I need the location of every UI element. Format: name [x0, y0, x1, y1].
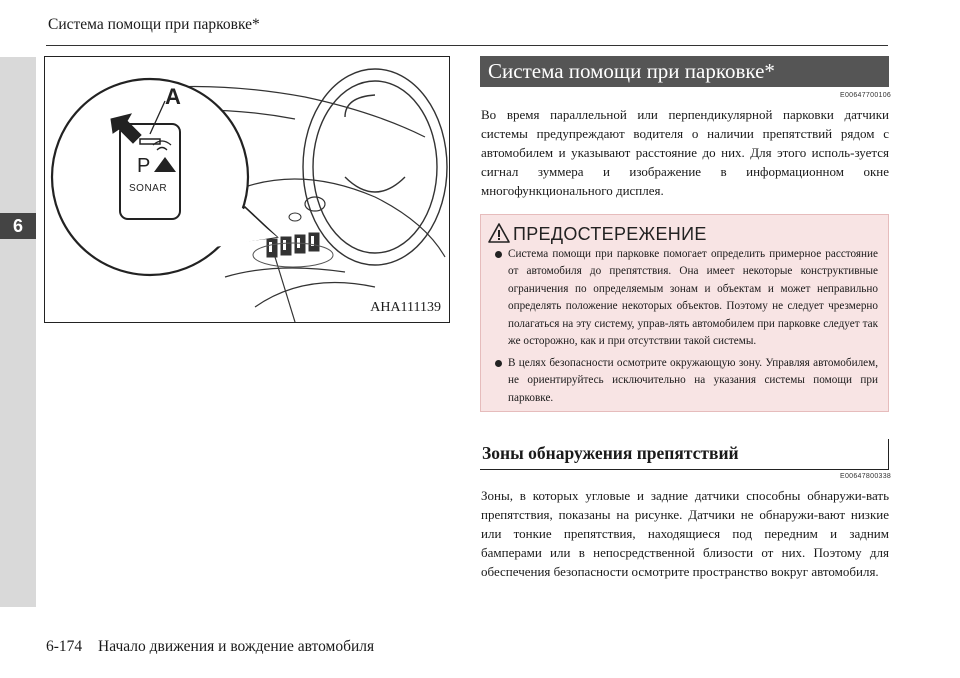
sonar-button-p-label: P: [137, 155, 151, 177]
subsection-title: Зоны обнаружения препятствий: [482, 443, 739, 463]
warning-title: ПРЕДОСТЕРЕЖЕНИЕ: [513, 224, 707, 244]
bullet-icon: [495, 360, 502, 367]
figure-dashboard-sonar: [44, 56, 450, 323]
warning-box: [480, 214, 889, 412]
chapter-side-tab: [0, 57, 36, 607]
warning-item-text: В целях безопасности осмотрите окружающую зону. Управляя автомобилем, не ориентируйтесь исключительно на указания системы помощи при парковке.: [508, 357, 878, 404]
warning-item: [495, 355, 878, 407]
subsection-code: E00647800338: [840, 473, 892, 480]
warning-triangle-icon: [488, 223, 510, 243]
page-number: 6-174: [46, 638, 83, 655]
dashboard-illustration: [45, 57, 449, 322]
warning-item-text: Система помощи при парковке помогает определить примерное расстояние от автомобиля до препятствия. Она имеет некоторые конструктивные ограничения по определяемым зонам и объектам и может неправильно определять положение некоторых объектов. Поэтому не следует чрезмерно полагаться на эту систему, управ-лять автомобилем при парковке следует так же осторожно, как и при отсутствии такой системы.: [508, 248, 878, 348]
warning-item: [495, 246, 878, 350]
section-paragraph: Во время параллельной или перпендикулярной парковки датчики системы предупреждают водителя о наличии препятствий рядом с автомобилем и указывают расстояние до них. Для этого исполь-зуется сигнал зуммера и изображение в информационном окне многофункционального дисплея.: [481, 107, 889, 199]
chapter-number: 6: [0, 213, 36, 239]
page-header-title: Система помощи при парковке*: [48, 16, 260, 33]
bullet-icon: [495, 251, 502, 258]
subsection-paragraph: Зоны, в которых угловые и задние датчики способны обнаружи-вать препятствия, показаны на рисунке. Датчики не обнаружи-вают низкие или тонкие препятствия, находящиеся под передним и задним бамперами или в непосредственной близости от них. Поэтому для обеспечения безопасности осмотрите пространство вокруг автомобиля.: [481, 488, 889, 580]
footer-chapter-title: Начало движения и вождение автомобиля: [98, 638, 375, 655]
subsection-rule: [480, 469, 889, 470]
sonar-button-text: SONAR: [129, 183, 168, 194]
page-footer: [46, 638, 374, 656]
subsection-rule-vertical: [888, 439, 889, 470]
figure-label-a: A: [165, 84, 181, 109]
section-code: E00647700106: [840, 92, 892, 99]
section-title-bar: Система помощи при парковке*: [480, 56, 889, 87]
figure-code: AHA111139: [370, 300, 441, 315]
header-rule: [46, 45, 888, 46]
